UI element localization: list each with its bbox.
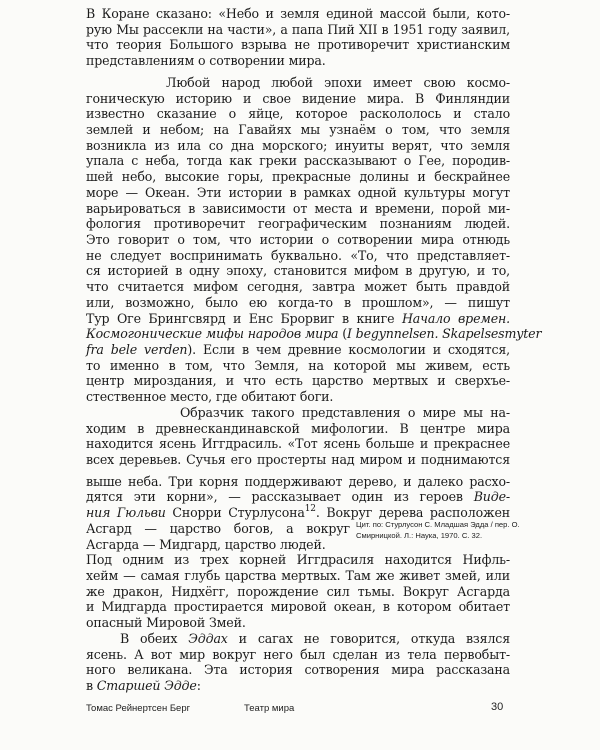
book-title: Эддах (188, 630, 228, 646)
text-line: варьироваться в зависимости от места и времени, порой ми- (86, 200, 510, 216)
book-title: ния Гюльви (86, 505, 166, 521)
footnote-marker: 12 (304, 504, 316, 515)
book-title: Виде- (473, 489, 510, 505)
text-run: и сагах не говорится, откуда взялся (227, 630, 510, 646)
text-line: возникла из ила со дна морского; инуиты верят, что земля (86, 137, 510, 153)
text-line: хейм — самая глубь царства мертвых. Там же живет змей, или (86, 568, 510, 583)
text-line: и Мидгарда простирается мировой океан, в котором обитает (86, 599, 510, 615)
text-line: упала с неба, тогда как греки рассказывают о Гее, породив- (86, 153, 510, 169)
book-title: Космогонические мифы народов мира (86, 326, 339, 342)
page-number: 30 (491, 701, 504, 713)
sidenote-citation: Цит. по: Стурлусон С. Младшая Эдда / пер. О. Смирницкой. Л.: Наука, 1970. С. 32. (356, 520, 520, 540)
text-line: представлениям о сотворении мира. (86, 53, 326, 69)
text-line: известно сказание о яйце, которое раскололось и стало (86, 106, 510, 122)
text-line: фология противоречит географическим познаниям людей. (86, 216, 510, 232)
text-line: Образчик такого представления о мире мы на- (180, 404, 510, 420)
text-line: выше неба. Три корня поддерживают дерево, и далеко расхо- (86, 473, 510, 489)
text-run: дятся эти корни», — рассказывает один из героев (86, 489, 474, 505)
text-line: Под одним из трех корней Иггдрасиля находится Нифль- (86, 552, 510, 568)
text-line: всех деревьев. Сучья его простерты над миром и поднимаются (86, 452, 510, 467)
text-line: опасный Мировой Змей. (86, 615, 246, 631)
text-line: ся историей в одну эпоху, становится мифом в другую, и то, (86, 263, 510, 279)
text-line: ходим в древнескандинавской мифологии. В центре мира (86, 420, 510, 436)
footer-book-title: Театр мира (244, 703, 295, 714)
text-line (86, 489, 510, 505)
text-line: Асгард — царство богов, а вокруг (86, 520, 350, 536)
text-line: ного великана. Эта история сотворения мира рассказана (86, 662, 510, 678)
text-run: : (196, 678, 201, 693)
text-line: Это говорит о том, что истории о сотворении мира отнюдь (86, 232, 510, 247)
text-line: или, возможно, было ею когда-то в прошлом», — пишут (86, 294, 510, 310)
text-line: землей и небом; на Гавайях мы узнаём о том, что земля (86, 122, 510, 137)
text-line: то именно в том, что Земля, на которой мы живем, есть (86, 357, 510, 373)
text-line (86, 326, 542, 342)
text-line: Асгарда — Мидгард, царство людей. (86, 536, 326, 552)
book-title-original: I begynnelsen. Skapelsesmyter (347, 326, 542, 342)
text-line: море — Океан. Эти истории в рамках одной культуры могут (86, 184, 510, 200)
text-line: гоническую историю и свое видение мира. В Финляндии (86, 90, 510, 106)
book-title: Старшей Эдде (96, 678, 197, 693)
text-line: центр мироздания, и что есть царство мертвых и сверхъе- (86, 373, 510, 389)
text-line: что теория Большого взрыва не противоречит христианским (86, 37, 510, 53)
text-line: же дракон, Нидхёгг, порождение сил тьмы. Вокруг Асгарда (86, 583, 510, 599)
text-line: не следует воспринимать буквально. «То, что представляет- (86, 247, 510, 263)
text-line: стественное место, где обитают боги. (86, 389, 334, 405)
text-run: В обеих (120, 630, 189, 646)
text-run: ( (338, 326, 347, 342)
text-line: рую Мы рассекли на части», а папа Пий XII в 1951 году заявил, (86, 21, 510, 37)
text-run: ). Если в чем древние космологии и сходятся, (187, 342, 510, 357)
text-run: в (86, 678, 97, 693)
text-line: что считается мифом сегодня, завтра может быть правдой (86, 279, 510, 295)
text-run: Тур Оге Брингсвярд и Енс Брорвиг в книге (86, 310, 402, 326)
book-title: Начало времен. (401, 310, 510, 326)
text-line: ясень. А вот мир вокруг него был сделан из тела первобыт- (86, 646, 510, 662)
text-line (86, 311, 510, 327)
text-line: находится ясень Иггдрасиль. «Тот ясень больше и прекраснее (86, 436, 510, 452)
footer-author: Томас Рейнертсен Берг (86, 703, 191, 714)
text-run: . Вокруг дерева расположен (315, 505, 510, 521)
text-run: Снорри Стурлусона (165, 505, 305, 521)
text-line: Любой народ любой эпохи имеет свою космо- (166, 74, 510, 90)
book-title-original: fra bele verden (86, 342, 188, 357)
text-line (86, 505, 510, 521)
text-line: В Коране сказано: «Небо и земля единой массой были, кото- (86, 6, 510, 21)
text-line: шей небо, высокие горы, прекрасные долины и бескрайнее (86, 169, 510, 185)
text-line (86, 342, 510, 358)
